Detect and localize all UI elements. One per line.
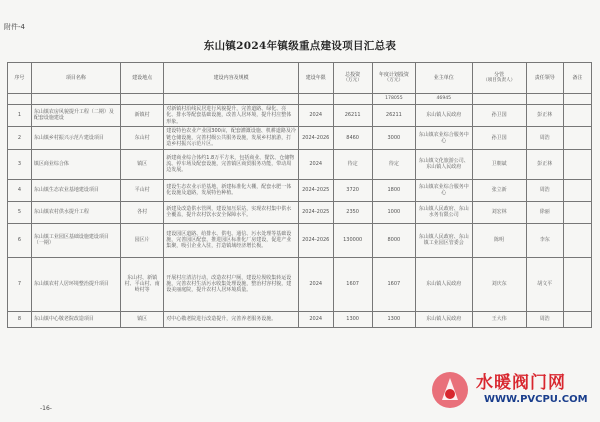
row-period: 2024-2025 xyxy=(298,179,333,201)
row-no: 4 xyxy=(8,179,32,201)
row-responsible: 彭正林 xyxy=(526,149,563,179)
row-location: 新镇村 xyxy=(120,105,163,127)
row-no: 5 xyxy=(8,201,32,223)
table-row xyxy=(8,179,592,201)
table-row xyxy=(8,126,592,149)
row-location: 镇区 xyxy=(120,149,163,179)
row-no: 7 xyxy=(8,257,32,311)
subheader-total-amount: 178055 xyxy=(372,94,415,105)
header-no: 序号 xyxy=(8,63,32,94)
row-content: 开展村庄清洁行动，改造农村户厕，建设垃圾收集转运设施，完善农村生活污水收集处理设施，整治村容村貌，建设美丽庭院，提升农村人居环境质量。 xyxy=(164,257,299,311)
row-remark xyxy=(563,126,591,149)
header-responsible: 责任领导 xyxy=(526,63,563,94)
row-leader: 孙卫国 xyxy=(472,105,526,127)
row-leader: 刘宏林 xyxy=(472,201,526,223)
row-responsible: 徐丽 xyxy=(526,201,563,223)
row-remark xyxy=(563,201,591,223)
row-remark xyxy=(563,149,591,179)
row-location: 平山村 xyxy=(120,179,163,201)
row-owner: 东山镇农业综合服务中心 xyxy=(416,179,472,201)
row-location: 东山村 xyxy=(120,126,163,149)
table-header-row xyxy=(8,63,592,94)
row-period: 2024-2026 xyxy=(298,126,333,149)
row-total: 26211 xyxy=(333,105,372,127)
row-content: 对新镇村沿线民居进行风貌提升，完善道路、绿化、亮化、排水等配套基础设施，改善人居环境，提升村庄整体形象。 xyxy=(164,105,299,127)
header-total-label: 总投资 xyxy=(345,72,361,78)
header-location: 建设地点 xyxy=(120,63,163,94)
row-total: 8460 xyxy=(333,126,372,149)
header-leader-label: 分管 xyxy=(494,72,505,78)
row-responsible: 李东 xyxy=(526,223,563,257)
row-responsible: 胡文平 xyxy=(526,257,563,311)
row-owner: 东山镇人民政府、东山镇工业园区管委会 xyxy=(416,223,472,257)
row-planned: 1300 xyxy=(372,311,415,327)
row-content: 建设特色农业产业园300亩，配套灌溉设施、机耕道路及冷链仓储设施，完善村级公共服务设施，发展乡村旅游，打造乡村振兴示范片区。 xyxy=(164,126,299,149)
row-owner: 东山镇人民政府 xyxy=(416,257,472,311)
table-row xyxy=(8,223,592,257)
row-content: 建设生态农业示范基地，新建标准化大棚，配套水肥一体化设施及道路，发展特色种植。 xyxy=(164,179,299,201)
row-remark xyxy=(563,223,591,257)
row-owner: 东山镇人民政府、东山水务有限公司 xyxy=(416,201,472,223)
header-content: 建设内容及规模 xyxy=(164,63,299,94)
row-remark xyxy=(563,179,591,201)
row-responsible: 周浩 xyxy=(526,126,563,149)
table-row xyxy=(8,257,592,311)
row-owner: 东山镇农业综合服务中心 xyxy=(416,126,472,149)
row-leader: 张立新 xyxy=(472,179,526,201)
header-total-unit: （万元） xyxy=(343,78,362,84)
page-title: 东山镇2024年镇级重点建设项目汇总表 xyxy=(203,40,397,52)
row-name: 东山镇工业园区基础设施建设项目（一期） xyxy=(31,223,120,257)
row-planned: 1607 xyxy=(372,257,415,311)
row-responsible: 周浩 xyxy=(526,179,563,201)
row-content: 新建及改造供水管网，建设加压泵站，实现农村集中供水全覆盖，提升农村饮水安全保障水平。 xyxy=(164,201,299,223)
table-row xyxy=(8,105,592,127)
row-no: 8 xyxy=(8,311,32,327)
row-leader: 陈明 xyxy=(472,223,526,257)
row-responsible: 彭正林 xyxy=(526,105,563,127)
row-no: 6 xyxy=(8,223,32,257)
row-leader: 卫朝斌 xyxy=(472,149,526,179)
row-planned: 1800 xyxy=(372,179,415,201)
row-period: 2024 xyxy=(298,257,333,311)
row-content: 新建商业综合体约1.8万平方米，包括商业、餐饮、仓储物流、停车场及配套设施，完善镇区商贸服务功能，带动周边发展。 xyxy=(164,149,299,179)
row-no: 2 xyxy=(8,126,32,149)
row-planned: 26211 xyxy=(372,105,415,127)
row-period: 2024-2025 xyxy=(298,201,333,223)
header-leader xyxy=(472,63,526,94)
watermark-brand: 水暖阀门网 xyxy=(476,373,566,393)
row-location: 东山村、新镇村、平山村、南岭村等 xyxy=(120,257,163,311)
row-name: 东山镇农村供水提升工程 xyxy=(31,201,120,223)
row-content: 对中心敬老院进行改造提升，完善养老服务设施。 xyxy=(164,311,299,327)
row-owner: 东山镇人民政府 xyxy=(416,311,472,327)
row-period: 2024 xyxy=(298,149,333,179)
row-remark xyxy=(563,311,591,327)
row-location: 园区片 xyxy=(120,223,163,257)
table-row xyxy=(8,149,592,179)
row-name: 东山镇生态农业基地建设项目 xyxy=(31,179,120,201)
row-name: 镇区商业综合体 xyxy=(31,149,120,179)
row-period: 2024 xyxy=(298,311,333,327)
row-location: 镇区 xyxy=(120,311,163,327)
row-total: 130000 xyxy=(333,223,372,257)
row-total: 2350 xyxy=(333,201,372,223)
row-planned: 1000 xyxy=(372,201,415,223)
watermark-url: WWW.PVCPU.COM xyxy=(484,394,588,405)
row-name: 东山镇农房风貌提升工程（二期）及配套设施建设 xyxy=(31,105,120,127)
row-location: 各村 xyxy=(120,201,163,223)
header-remark: 备注 xyxy=(563,63,591,94)
header-planned xyxy=(372,63,415,94)
row-name: 东山镇乡村振兴示范片建设项目 xyxy=(31,126,120,149)
table-body xyxy=(8,105,592,328)
row-no: 1 xyxy=(8,105,32,127)
row-total: 3720 xyxy=(333,179,372,201)
page-number: -16- xyxy=(40,405,52,412)
header-planned-label: 年度计划投资 xyxy=(378,72,409,78)
row-name: 东山镇中心敬老院改造项目 xyxy=(31,311,120,327)
table-row xyxy=(8,311,592,327)
header-owner: 业主单位 xyxy=(416,63,472,94)
row-total: 1300 xyxy=(333,311,372,327)
brand-logo-icon xyxy=(430,370,470,410)
row-remark xyxy=(563,257,591,311)
row-name: 东山镇农村人居环境整治提升项目 xyxy=(31,257,120,311)
row-total: 待定 xyxy=(333,149,372,179)
row-period: 2024-2026 xyxy=(298,223,333,257)
row-planned: 8000 xyxy=(372,223,415,257)
row-owner: 东山镇人民政府 xyxy=(416,105,472,127)
row-leader: 王大伟 xyxy=(472,311,526,327)
header-leader-sub: （项目负责人） xyxy=(483,78,516,84)
table-subheader-row xyxy=(8,94,592,105)
row-leader: 孙卫国 xyxy=(472,126,526,149)
header-total xyxy=(333,63,372,94)
header-period: 建设年限 xyxy=(298,63,333,94)
header-planned-unit: （万元） xyxy=(384,78,404,84)
row-no: 3 xyxy=(8,149,32,179)
subheader-planned-amount: 46945 xyxy=(416,94,472,105)
watermark xyxy=(428,364,596,418)
project-table xyxy=(7,62,592,328)
row-remark xyxy=(563,105,591,127)
attachment-label: 附件-4 xyxy=(4,23,25,31)
row-responsible: 周浩 xyxy=(526,311,563,327)
row-content: 建设园区道路、给排水、供电、通信、污水处理等基础设施，完善园区配套，推进园区标准化厂房建设，促进产业集聚，吸引企业入驻，打造镇域经济增长极。 xyxy=(164,223,299,257)
header-name: 项目名称 xyxy=(31,63,120,94)
row-planned: 3000 xyxy=(372,126,415,149)
row-period: 2024 xyxy=(298,105,333,127)
row-planned: 待定 xyxy=(372,149,415,179)
table-row xyxy=(8,201,592,223)
row-owner: 东山镇文化旅游公司、东山镇人民政府 xyxy=(416,149,472,179)
row-leader: 刘庆东 xyxy=(472,257,526,311)
row-total: 1607 xyxy=(333,257,372,311)
